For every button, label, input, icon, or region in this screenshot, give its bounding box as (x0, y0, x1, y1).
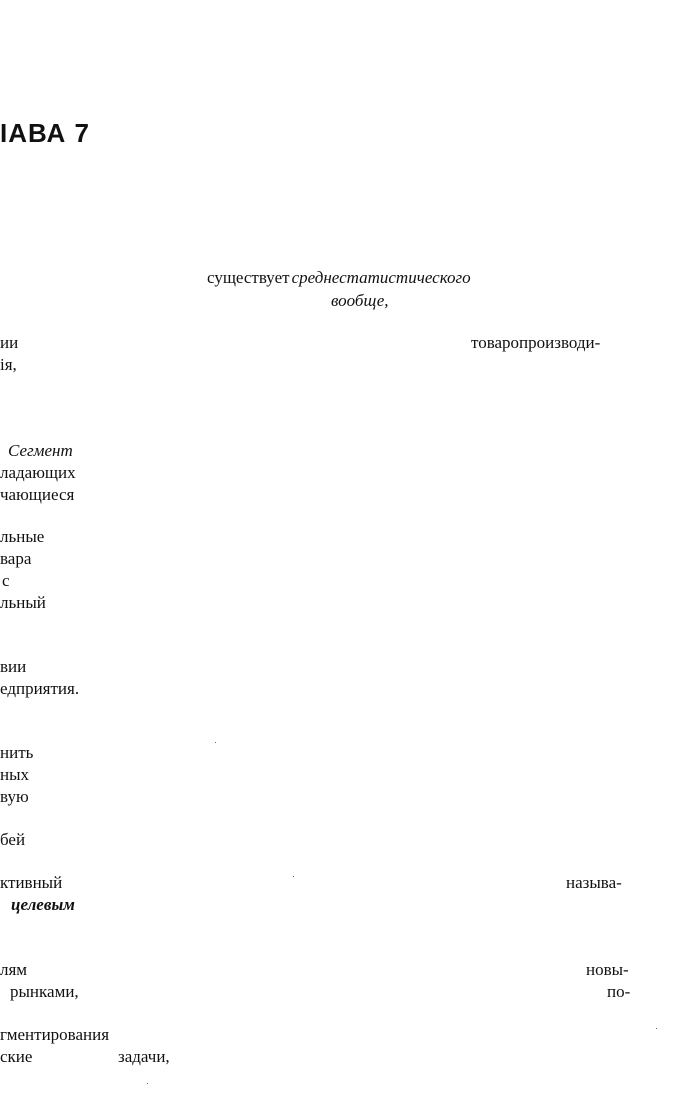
text-fragment: ские (0, 1047, 33, 1066)
scan-speck (656, 1028, 657, 1029)
text-fragment: ладающих (0, 463, 76, 482)
text-fragment: называ- (566, 873, 622, 892)
text-fragment (207, 268, 471, 288)
text-fragment: ных (0, 765, 30, 784)
text-fragment: по- (607, 982, 631, 1001)
text-fragment: вую (0, 787, 29, 806)
scan-speck (293, 876, 294, 877)
text-fragment: вара (0, 549, 32, 568)
text-fragment: гментирования (0, 1025, 110, 1044)
text-fragment: ія, (0, 355, 17, 374)
text-fragment: нить (0, 743, 34, 762)
text-fragment: льный (0, 593, 46, 612)
text-fragment: новы- (586, 960, 629, 979)
italic-term: вообще, (331, 291, 389, 310)
text-fragment: чающиеся (0, 485, 75, 504)
text-fragment: лям (0, 960, 28, 979)
italic-term: Сегмент (8, 441, 73, 460)
text-fragment: едприятия. (0, 679, 80, 698)
text-fragment: существует (207, 268, 290, 287)
text-fragment: ктивный (0, 873, 63, 892)
chapter-heading: ІАВА 7 (0, 118, 90, 148)
text-fragment: бей (0, 830, 26, 849)
text-fragment: товаропроизводи- (471, 333, 601, 352)
italic-term: среднестатистического (291, 268, 471, 287)
text-fragment: с (2, 571, 10, 590)
text-fragment: задачи, (118, 1047, 170, 1066)
scan-speck (147, 1083, 148, 1084)
italic-term: целевым (11, 895, 75, 914)
text-fragment: вии (0, 657, 27, 676)
scan-speck (215, 742, 216, 743)
text-fragment: ии (0, 333, 19, 352)
text-fragment: льные (0, 527, 45, 546)
text-fragment: рынками, (10, 982, 79, 1001)
